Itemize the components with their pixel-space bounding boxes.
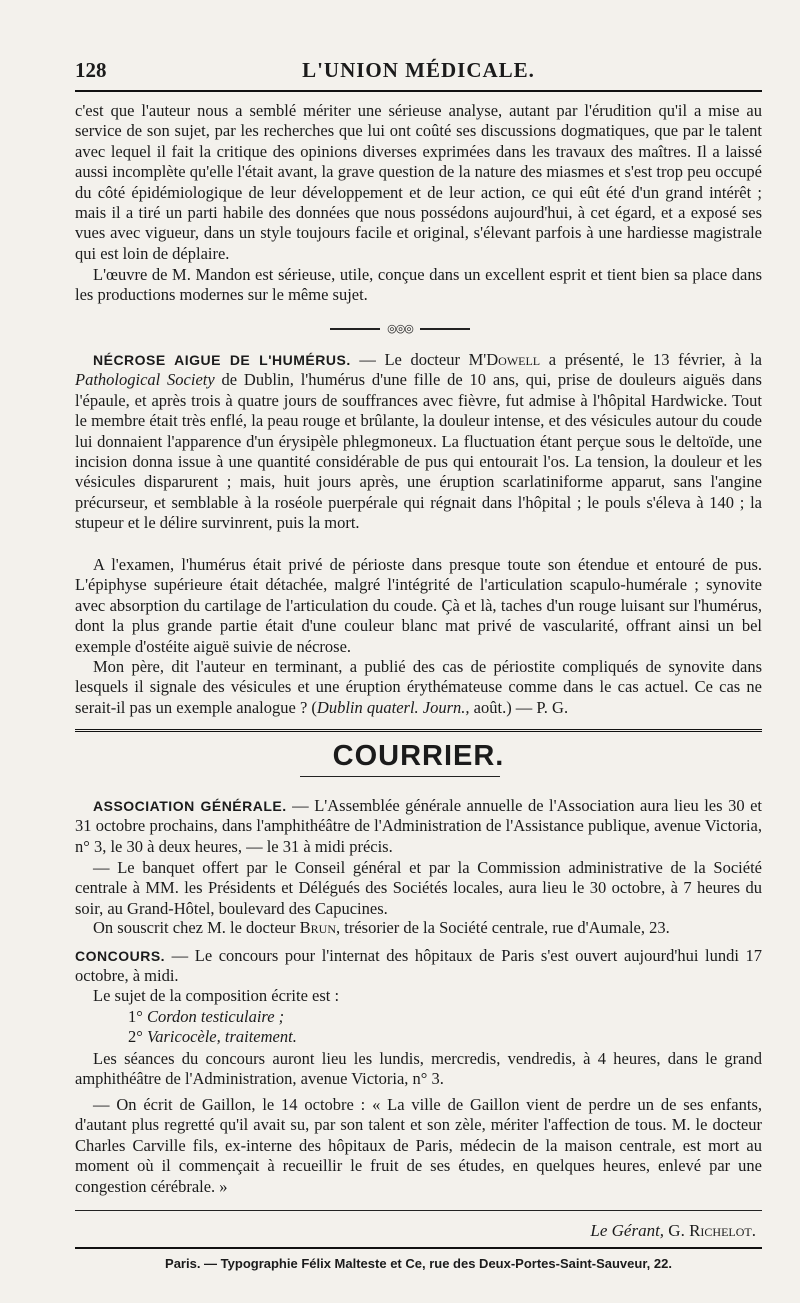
- concours-heading: CONCOURS.: [75, 948, 166, 964]
- necrose-text-a: — Le docteur: [350, 350, 469, 369]
- review-paragraph-1: c'est que l'auteur nous a semblé mériter une sérieuse analyse, autant par l'érudition qu'il a mise au service de son sujet, par les recherches que lui ont coûté ses discussions dogmatiques, que par le talent avec lequel il fait la critique des opinions diverses exprimées dans les travaux des maîtres. Il a laissé aussi incomplète qu'elle l'était avant, la grave question de la nature des miasmes et s'est trop peu occupé du côté épidémiologique de leur développement et de leur action, ce qui eût été d'un grand intérêt ; mais il a tiré un parti habile des données que nous possédons aujourd'hui, à cet égard, et a exposé ses vues avec vigueur, dans un style toujours facile et original, s'élevant parfois à une hardiesse magistrale qui est loin de déplaire.: [75, 101, 762, 263]
- association-paragraph: [75, 796, 762, 857]
- necrose-text-c: de Dublin, l'humérus d'une fille de 10 ans, qui, prise de douleurs aiguës dans l'épaule, et après trois à quatre jours de souffrances avec fièvre, fut admise à l'hôpital Hardwicke. Tout le membre était très enflé, la peau rouge et brûlante, la douleur intense, et des vésicules autour du coude lui donnaient l'apparence d'un érysipèle phlegmoneux. La fluctuation étant perçue sous le deltoïde, une incision donna issue à une quantité considérable de pus qui entourait l'os. La tension, la douleur et les vésicules disparurent ; mais, huit jours après, une éruption scarlatiniforme apparut, sans l'angine précurseur, et semblable à la roséole puerpérale qui régnait dans l'hôpital ; le pouls s'éleva à 140 ; la stupeur et le délire survinrent, puis la mort.: [75, 370, 762, 533]
- gaillon-paragraph: — On écrit de Gaillon, le 14 octobre : « La ville de Gaillon vient de perdre un de ses enfants, d'autant plus regretté qu'il avait su, par son talent et son zèle, mériter l'affection de tous. M. le docteur Charles Carville fils, ex-interne des hôpitaux de Paris, médecin de la maison centrale, est mort au moment où il commençait à recueillir le fruit de ses études, en quelques heures, enlevé par une congestion cérébrale. »: [75, 1095, 762, 1196]
- subject-item-1: [128, 1007, 284, 1027]
- necrose-paragraph-3: [75, 657, 762, 718]
- subject-2-text: Varicocèle, traitement.: [146, 1027, 297, 1046]
- subscription-text-b: , trésorier de la Société centrale, rue d'Aumale, 23.: [336, 918, 670, 937]
- concours-text: — Le concours pour l'internat des hôpitaux de Paris s'est ouvert aujourd'hui lundi 17 octobre, à midi.: [75, 946, 762, 986]
- footer-rule-top: [75, 1210, 762, 1211]
- author-name: M'Dowell: [468, 350, 541, 369]
- subscription-paragraph: [75, 918, 762, 938]
- page-header: [75, 58, 762, 84]
- society-name: Pathological Society: [75, 370, 215, 390]
- journal-source: Dublin quaterl. Journ.,: [316, 697, 470, 717]
- section-divider: [75, 729, 762, 732]
- necrose-paragraph-2: A l'examen, l'humérus était privé de périoste dans presque toute son étendue et entouré de pus. L'épiphyse supérieure était détachée, malgré l'intégrité de l'articulation scapulo-humérale ; synovite avec absorption du cartilage de l'articulation du coude. Çà et là, taches d'un rouge luisant sur l'humérus, dont la plus grande partie était d'une couleur blanc mat privé de vascularité, offrant ainsi un bel exemple d'ostéite aiguë suivie de nécrose.: [75, 555, 762, 656]
- gerant-label: Le Gérant,: [590, 1221, 665, 1240]
- subject-1-number: 1°: [128, 1007, 143, 1026]
- printer-imprint: Paris. — Typographie Félix Malteste et Ce, rue des Deux-Portes-Saint-Sauveur, 22.: [165, 1256, 672, 1271]
- necrose-p3-text-b: août.) — P. G.: [469, 697, 569, 717]
- subject-2-number: 2°: [128, 1027, 143, 1046]
- review-paragraph-2: L'œuvre de M. Mandon est sérieuse, utile, conçue dans un excellent esprit et tient bien sa place dans les productions modernes sur le même sujet.: [75, 265, 762, 305]
- courrier-title: COURRIER.: [332, 740, 505, 772]
- banquet-paragraph: — Le banquet offert par le Conseil général et par la Commission administrative de la Société centrale à MM. les Présidents et Délégués des Sociétés locales, aura lieu le 30 octobre, à 7 heures du soir, au Grand-Hôtel, boulevard des Capucines.: [75, 858, 762, 918]
- gerant-signature: [590, 1221, 756, 1241]
- necrose-text-b: a présenté, le 13 février, à la: [540, 350, 762, 369]
- page-number: 128: [75, 58, 107, 82]
- subject-1-text: Cordon testiculaire ;: [146, 1007, 285, 1026]
- necrose-paragraph-1: [75, 350, 762, 534]
- sessions-paragraph: Les séances du concours auront lieu les lundis, mercredis, vendredis, à 4 heures, dans le grand amphithéâtre de l'Administration, avenue Victoria, n° 3.: [75, 1049, 762, 1089]
- section-ornament: ◎◎◎: [330, 322, 470, 336]
- running-title: L'UNION MÉDICALE.: [302, 58, 535, 82]
- title-underline: [300, 776, 500, 777]
- necrose-heading: NÉCROSE AIGUE DE L'HUMÉRUS.: [93, 352, 351, 368]
- header-rule: [75, 90, 762, 92]
- subscription-text-a: On souscrit chez M. le docteur: [93, 918, 300, 937]
- association-heading: ASSOCIATION GÉNÉRALE.: [93, 798, 287, 814]
- footer-rule-bottom: [75, 1247, 762, 1249]
- gerant-name: G. Richelot.: [668, 1221, 756, 1240]
- association-text: — L'Assemblée générale annuelle de l'Association aura lieu les 30 et 31 octobre prochains, dans l'amphithéâtre de l'Administration de l'Assistance publique, avenue Victoria, n° 3, le 30 à deux heures, — le 31 à midi précis.: [75, 796, 762, 856]
- subject-item-2: [128, 1027, 297, 1047]
- treasurer-name: Brun: [299, 918, 336, 937]
- subject-intro: Le sujet de la composition écrite est :: [93, 986, 340, 1005]
- concours-paragraph: [75, 946, 762, 987]
- necrose-p3-text-a: Mon père, dit l'auteur en terminant, a publié des cas de périostite compliqués de synovite dans lesquels il signale des vésicules et une éruption érythémateuse comme dans le cas actuel. Ce cas ne serait-il pas un exemple analogue ? (: [75, 657, 762, 717]
